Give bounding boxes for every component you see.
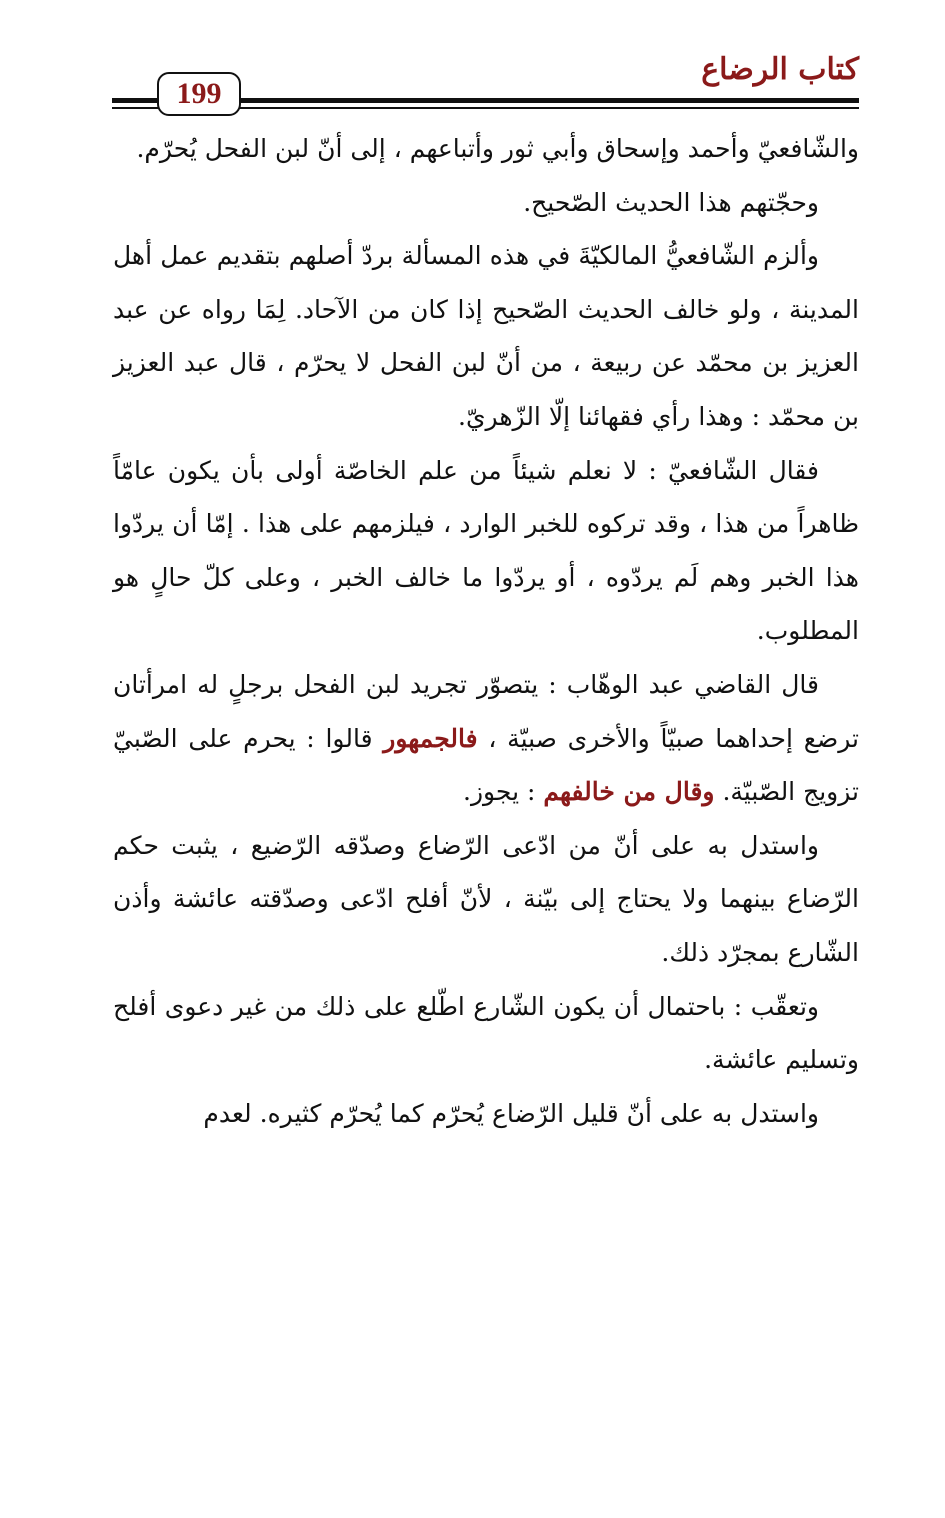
paragraph-5-part-2: قالوا : يحرم على الصّبيّ تزويج الصّبيّة. bbox=[113, 723, 859, 807]
paragraph-5-part-3: : يجوز. bbox=[463, 777, 544, 807]
paragraph-4: فقال الشّافعيّ : لا نعلم شيئاً من علم الخاصّة أولى بأن يكون عامّاً ظاهراً من هذا ، وقد تركوه للخبر الوارد ، فيلزمهم على هذا . إمّا أن يردّوا هذا الخبر وهم لَم يردّوه ، أو يردّوا ما خالف الخبر ، وعلى كلّ حالٍ هو المطلوب. bbox=[113, 455, 859, 646]
paragraph-2: وحجّتهم هذا الحديث الصّحيح. bbox=[523, 187, 819, 217]
paragraph-1: والشّافعيّ وأحمد وإسحاق وأبي ثور وأتباعهم ، إلى أنّ لبن الفحل يُحرّم. bbox=[136, 134, 859, 163]
paragraph-8: واستدل به على أنّ قليل الرّضاع يُحرّم كما يُحرّم كثيره. لعدم bbox=[203, 1098, 819, 1128]
paragraph-7: وتعقّب : باحتمال أن يكون الشّارع اطّلع على ذلك من غير دعوى أفلح وتسليم عائشة. bbox=[113, 991, 859, 1075]
paragraph-3: وألزم الشّافعيُّ المالكيّةَ في هذه المسألة بردّ أصلهم بتقديم عمل أهل المدينة ، ولو خالف الحديث الصّحيح إذا كان من الآحاد. لِمَا رواه عن عبد العزيز بن محمّد عن ربيعة ، من أنّ لبن الفحل لا يحرّم ، قال عبد العزيز بن محمّد : وهذا رأي فقهائنا إلّا الزّهريّ. bbox=[113, 241, 859, 431]
page-number: 199 bbox=[157, 72, 241, 116]
running-title: كتاب الرضاع bbox=[701, 52, 859, 87]
highlight-opponents: وقال من خالفهم bbox=[543, 777, 715, 807]
paragraph-6: واستدل به على أنّ من ادّعى الرّضاع وصدّقه الرّضيع ، يثبت حكم الرّضاع بينهما ولا يحتاج إلى بيّنة ، لأنّ أفلح ادّعى وصدّقته عائشة وأذن الشّارع بمجرّد ذلك. bbox=[113, 830, 859, 967]
paragraph-5 bbox=[113, 658, 859, 819]
body-text bbox=[113, 122, 859, 1140]
paragraph-5-part-1: قال القاضي عبد الوهّاب : يتصوّر تجريد لبن الفحل برجلٍ له امرأتان ترضع إحداهما صبيّاً والأخرى صبيّة ، bbox=[113, 669, 859, 753]
highlight-majority: فالجمهور bbox=[383, 723, 478, 753]
